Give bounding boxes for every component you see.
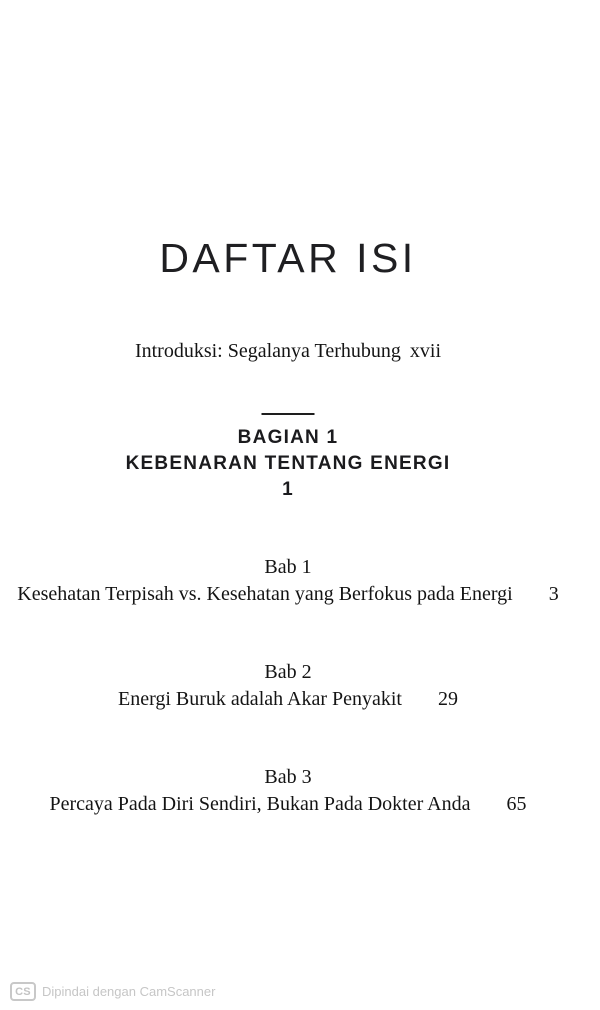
chapter-3-page-number: 65 <box>506 793 527 815</box>
chapter-2-page-number: 29 <box>438 688 458 710</box>
watermark-text: Dipindai dengan CamScanner <box>42 984 216 999</box>
intro-page-number: xvii <box>409 340 442 362</box>
chapter-3-entry <box>0 793 588 816</box>
chapter-2-title: Energi Buruk adalah Akar Penyakit <box>117 688 402 710</box>
intro-entry <box>0 340 588 363</box>
chapter-1-title: Kesehatan Terpisah vs. Kesehatan yang Berfokus pada Energi <box>17 583 513 605</box>
chapter-2-entry <box>0 688 588 711</box>
section-label: BAGIAN 1 <box>237 427 339 448</box>
section-title: KEBENARAN TENTANG ENERGI <box>125 453 451 474</box>
chapter-1-label: Bab 1 <box>264 556 312 578</box>
chapter-2-label: Bab 2 <box>264 661 312 683</box>
camscanner-watermark <box>10 982 215 1001</box>
chapter-3-label: Bab 3 <box>264 766 312 788</box>
section-heading <box>0 425 588 503</box>
intro-label: Introduksi: Segalanya Terhubung <box>134 340 401 362</box>
chapter-3-title: Percaya Pada Diri Sendiri, Bukan Pada Dokter Anda <box>49 793 471 815</box>
chapter-1-entry <box>0 583 588 606</box>
chapter-1-page-number: 3 <box>548 583 559 605</box>
page-title: DAFTAR ISI <box>159 235 417 282</box>
camscanner-cs-icon: CS <box>10 982 36 1001</box>
section-page-number: 1 <box>282 479 294 500</box>
section-divider <box>262 413 315 415</box>
